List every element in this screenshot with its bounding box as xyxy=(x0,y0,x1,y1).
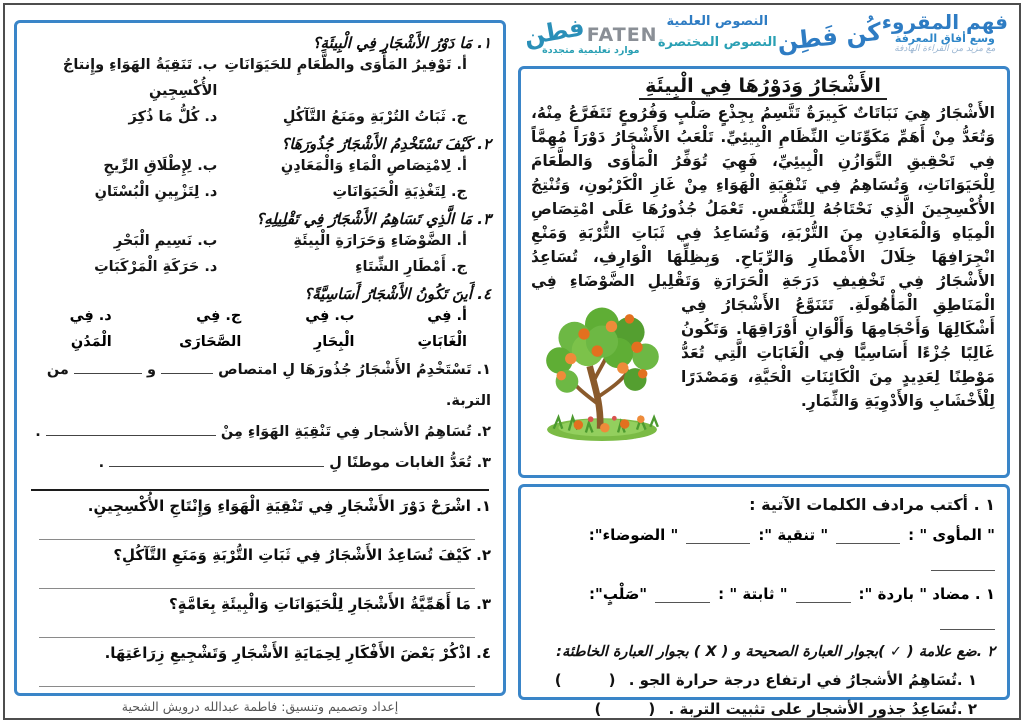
publisher-logo xyxy=(521,13,658,56)
open-question-3: ٣. مَا أَهَمِّيَّةُ الأَشْجَارِ لِلْحَيَوَانَاتِ وَالْبِيئَةِ بِعَامَّةٍ؟ xyxy=(168,595,491,613)
open-question-3-answer-line[interactable] xyxy=(39,613,475,638)
mcq-q2-options xyxy=(29,153,491,205)
mcq-q4-text: ٤. أَينَ تَكُونُ الأَشْجَارُ أَسَاسِيَّةً؟ xyxy=(304,285,491,303)
synonyms-title: ١ . أكتب مرادف الكلمات الآتية : xyxy=(749,495,995,514)
mcq-q4-option-d[interactable]: د. فِي الْمَدُنِ xyxy=(69,308,112,350)
fill-blank-2: ٢. تُسَاهِمُ الأشجار فِي تَنْقِيَةِ الهَوَاءِ مِنْ . xyxy=(29,417,491,448)
antonym-blank-2[interactable] xyxy=(655,586,710,603)
synonym-word-2: " تنقية ": xyxy=(758,526,829,544)
synonym-word-3: " الضوضاء": xyxy=(588,526,679,544)
antonym-blank-1[interactable] xyxy=(796,586,851,603)
mcq-q1-option-a[interactable]: أ. تَوْفِيرُ المَأْوَى والطَّعَامِ للحَيَوَانَاتِ xyxy=(224,57,467,73)
motto-calligraphy: كُن فَطِن xyxy=(775,17,883,57)
section-divider xyxy=(31,489,489,491)
synonym-blank-2[interactable] xyxy=(686,527,750,544)
open-question-2: ٢. كَيْفَ تُسَاعِدُ الأَشْجَارُ فِي ثَبَاتِ التُّرْبَةِ وَمَنَعِ التَّآكُلِ؟ xyxy=(113,546,491,564)
antonym-word-2: " ثابتة " : xyxy=(718,585,788,603)
publisher-tagline: موارد تعليمية متجددة xyxy=(542,44,640,56)
true-false-title: ٢ .ضع علامة ( ✓ )بجوار العبارة الصحيحة و ( X ) بجوار العبارة الخاطئة: xyxy=(556,644,995,660)
open-question-1-answer-line[interactable] xyxy=(39,515,475,540)
antonym-word-1: ١ . مضاد " باردة ": xyxy=(858,585,995,603)
mcq-q2-option-b[interactable]: ب. لِإِطْلَاقِ الرِّيحِ xyxy=(103,158,218,174)
mcq-q2-option-a[interactable]: أ. لِامْتِصَاصِ الْمَاءِ وَالْمَعَادِنِ xyxy=(280,158,467,174)
passage-paragraph-1: الأَشْجَارُ هِيَ نَبَاتَاتٌ كَبِيرَةٌ تَتَّسِمُ بِجِذْعٍ صَلْبٍ وَفُرُوعٍ تَتَفَرَّعُ مِنْهُ، وَتُعَدُّ مِنْ أَهَمِّ مَكَوِّنَاتِ النِّظَامِ الْبِيئِيِّ. تَلْعَبُ الأَشْجَارُ دَوْرَاً مُهِمَّاً فِي تَحْقِيقِ التَّوَازُنِ الْبِيئِيِّ، فَهِيَ تُوَفِّرُ الْمَأْوَى وَالطَّعَامَ لِلْحَيَوَانَاتِ، وَتُسَاهِمُ فِي تَنْقِيَةِ الْهَوَاءِ مِنْ غَازِ الْكَرْبُونِ، وَتُنْتِجُ الأُكْسِجِينَ الَّذِي نَحْتَاجُهُ لِلتَّنَفُّسِ. xyxy=(531,104,995,218)
passage-panel xyxy=(518,66,1010,478)
mcq-q4-option-a[interactable]: أ. فِي الْغَابَاتِ xyxy=(417,308,467,350)
open-question-1: ١. اشْرَحْ دَوْرَ الأَشْجَارِ فِي تَنْقِيَةِ الْهَوَاءِ وَإِنْتَاجِ الأُكْسِجِينِ. xyxy=(87,497,491,515)
fruit-tree-illustration xyxy=(531,297,673,443)
fill-blank-1-slot-1[interactable] xyxy=(161,358,213,374)
series-line2: النصوص المختصرة xyxy=(657,35,777,50)
mcq-q3-option-a[interactable]: أ. الضَّوْضَاءِ وَحَرَارَةِ الْبِيئَةِ xyxy=(293,233,467,249)
true-false-answer-slot-2[interactable]: ( ) xyxy=(594,700,656,718)
brand-logo xyxy=(882,11,1008,55)
publisher-arabic-name: فطن xyxy=(521,13,587,52)
brand-subtitle: وسع أفاق المعرفة xyxy=(894,32,995,45)
passage-paragraph-3: تَتَنَوَّعُ الأَشْجَارُ فِي أَشْكَالِهَا وَأَحْجَامِهَا وَأَلْوَانِ أَوْرَاقِهَا. وَتَكُونُ غَالِبًا جُزْءًا أَسَاسِيًّا فِي الْغَابَاتِ الَّتِي تُعَدُّ مَوْطِنًا لِعَدِيدٍ مِنَ الْكَائِنَاتِ الْحَيَّةِ، وَمَصْدَرًا لِلْأَخْشَابِ وَالأَدْوِيَةِ وَالثِّمَارِ. xyxy=(681,296,995,410)
mcq-q3-option-d[interactable]: د. حَرَكَةِ الْمَرْكَبَاتِ xyxy=(94,259,218,275)
mcq-q3-option-b[interactable]: ب. نَسِيمِ الْبَحْرِ xyxy=(113,233,218,249)
vocab-panel xyxy=(518,484,1010,718)
mcq-q4-options xyxy=(29,303,491,355)
brand-title: فهم المقروء xyxy=(881,10,1008,34)
mcq-q2-option-c[interactable]: ج. لِتَغْذِيَةِ الْحَيَوَانَاتِ xyxy=(332,184,467,200)
antonym-blank-3[interactable] xyxy=(940,613,995,630)
mcq-q2-option-d[interactable]: د. لِتَزْيِينِ الْبُسْتَانِ xyxy=(94,184,218,200)
mcq-q4-option-b[interactable]: ب. فِي الْبِحَارِ xyxy=(305,308,355,350)
mcq-q4-option-c[interactable]: ج. فِي الصَّحَارَى xyxy=(179,308,242,350)
fill-blank-3-slot[interactable] xyxy=(109,451,324,467)
fill-blank-1-slot-2[interactable] xyxy=(74,358,142,374)
mcq-q1-text: ١. مَا دَوْرُ الأَشْجَارِ فِي الْبِيئَةِ؟ xyxy=(312,34,491,52)
passage-title: الأَشْجَارُ وَدَوْرُهَا فِي الْبِيئَةِ xyxy=(531,75,995,97)
true-false-answer-slot-1[interactable]: ( ) xyxy=(554,671,616,689)
publisher-latin-name: FATEN xyxy=(586,23,658,46)
series-line1: النصوص العلمية xyxy=(666,14,769,30)
mcq-q1-options xyxy=(29,52,491,130)
true-false-item-2: ٢ .تُسَاعِدُ جذور الأشجار على تثبيت التربة . ( ) xyxy=(594,700,977,718)
synonym-word-1: " المأوى " : xyxy=(908,526,995,544)
true-false-item-1: ١ .تُسَاهِمُ الأشجارُ في ارتفاع درجة حرارة الجو . ( ) xyxy=(554,671,977,689)
passage-paragraph-2: تَعْمَلُ جُذُورُهَا عَلَى امْتِصَاصِ الْمِيَاهِ وَالْمَعَادِنِ مِنَ التُّرْبَةِ، وَتُسَاعِدُ فِي ثَبَاتِ التُّرْبَةِ وَمَنْعِ انْجِرَافِهَا خِلَالَ الأَمْطَارِ وَالرِّيَاحِ. وَبِظِلِّهَا الْوَارِفِ، تُسَاعِدُ الأَشْجَارُ فِي تَخْفِيفِ دَرَجَةِ الْحَرَارَةِ وَتَقْلِيلِ الضَّوْضَاءِ فِي الْمَنَاطِقِ الْمَأْهُولَةِ. xyxy=(531,200,996,314)
open-question-2-answer-line[interactable] xyxy=(39,564,475,589)
antonyms-row xyxy=(533,585,995,630)
fill-blank-3: ٣. تُعَدُّ الغابات موطنًا لِ . xyxy=(29,448,491,479)
open-question-4: ٤. اذْكُرْ بَعْضَ الأَفْكَارِ لِحِمَايَةِ الأَشْجَارِ وَتَشْجِيعِ زِرَاعَتِهَا. xyxy=(104,644,491,662)
passage-body xyxy=(531,101,995,413)
antonym-word-3: "صَلْبٍ": xyxy=(589,585,648,603)
fill-blank-1: ١. تَسْتَخْدِمُ الأَشْجَارُ جُذُورَهَا لِ امتصاص و من التربة. xyxy=(29,355,491,417)
mcq-q1-option-c[interactable]: ج. ثَبَاتُ التُرْبَةِ ومَنَعُ التَّآكُلِ xyxy=(282,109,467,125)
mcq-q1-option-d[interactable]: د. كُلُّ مَا ذُكِرَ xyxy=(128,109,218,125)
mcq-q3-text: ٣. مَا الَّذِي تَسَاهِمُ الأَشْجَارُ فِي تَقْلِيلِهِ؟ xyxy=(256,210,491,228)
mcq-q1-option-b[interactable]: ب. تَنَقِيَةُ الهَوَاءِ وإِنتاجُ الأُكْسِجِينِ xyxy=(62,57,218,99)
mcq-q3-option-c[interactable]: ج. أَمْطَارِ الشِّتَاءِ xyxy=(355,259,467,275)
series-labels xyxy=(658,12,777,54)
fill-blank-2-slot[interactable] xyxy=(46,420,216,436)
brand-tagline: مع مزيد من القراءة الهادفة xyxy=(894,44,996,55)
questions-panel xyxy=(14,20,506,696)
mcq-q2-text: ٢. كَيْفَ تَسْتَخْدِمُ الأَشْجَارُ جُذُورَهَا؟ xyxy=(281,135,491,153)
synonym-blank-3[interactable] xyxy=(931,554,995,571)
mcq-q3-options xyxy=(29,228,491,280)
header xyxy=(520,2,1012,64)
synonyms-row xyxy=(533,526,995,571)
open-question-4-answer-line[interactable] xyxy=(39,662,475,687)
synonym-blank-1[interactable] xyxy=(836,527,900,544)
credit-line: إعداد وتصميم وتنسيق: فاطمة عبدالله درويش الشحية xyxy=(121,699,399,714)
